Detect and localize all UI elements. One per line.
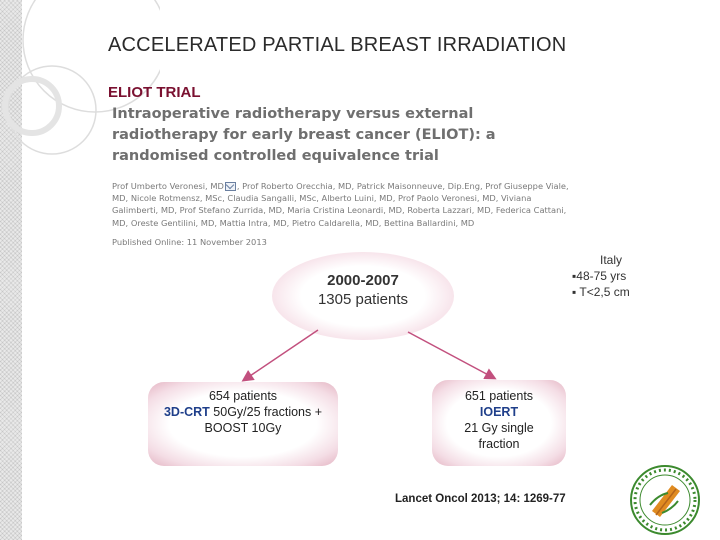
publication-date: Published Online: 11 November 2013 xyxy=(112,237,267,247)
enrollment-years: 2000-2007 xyxy=(327,272,399,289)
slide-title: ACCELERATED PARTIAL BREAST IRRADIATION xyxy=(108,34,567,56)
criteria-item: ▪ T<2,5 cm xyxy=(572,285,630,299)
arrow-right xyxy=(408,332,494,378)
arm-3dcrt-label: 3D-CRT xyxy=(163,405,210,419)
arm-3dcrt-boost: BOOST 10Gy xyxy=(204,421,282,435)
criteria-item: ▪48-75 yrs xyxy=(572,269,627,283)
university-seal-logo xyxy=(628,463,702,537)
arm-3dcrt-detail: 50Gy/25 fractions + xyxy=(209,405,323,419)
arrow-left xyxy=(244,330,318,380)
arm-ioert-detail2: fraction xyxy=(478,437,520,451)
criteria-tumor-size: T<2,5 cm xyxy=(579,285,630,299)
italy-heading: Italy xyxy=(599,253,622,267)
enrollment-patients: 1305 patients xyxy=(317,291,409,308)
arm-ioert-patients: 651 patients xyxy=(464,389,534,403)
authors-first: Prof Umberto Veronesi, MD xyxy=(112,181,224,191)
authors-rest: , Prof Roberto Orecchia, MD, Patrick Maisonneuve, Dip.Eng, Prof Giuseppe Viale, MD, Nicole Rotmensz, MSc, Claudia Sangalli, MSc, Alberto Luini, MD, Prof Paolo Veronesi, MD, Viviana Galimberti, MD, Prof Stefano Zurrida, MD, Maria Cristina Leonardi, MD, Roberta Lazzari, MD, Federica Cattani, MD, Oreste Gentilini, MD, Mattia Intra, MD, Pietro Caldarella, MD, Bettina Ballardini, MD xyxy=(112,181,569,228)
trial-name: ELIOT TRIAL xyxy=(108,84,201,101)
arm-ioert-detail: 21 Gy single xyxy=(464,421,534,435)
criteria-age: 48-75 yrs xyxy=(576,269,627,283)
arm-3dcrt-line xyxy=(148,404,338,420)
arm-ioert-label: IOERT xyxy=(479,405,519,419)
citation: Lancet Oncol 2013; 14: 1269-77 xyxy=(395,493,566,505)
paper-title: Intraoperative radiotherapy versus external radiotherapy for early breast cancer (ELIOT): a randomised controlled equivalence trial xyxy=(112,106,496,164)
arm-3dcrt-box xyxy=(148,382,338,466)
arm-ioert-box xyxy=(432,380,566,466)
arm-3dcrt-patients: 654 patients xyxy=(208,389,278,403)
